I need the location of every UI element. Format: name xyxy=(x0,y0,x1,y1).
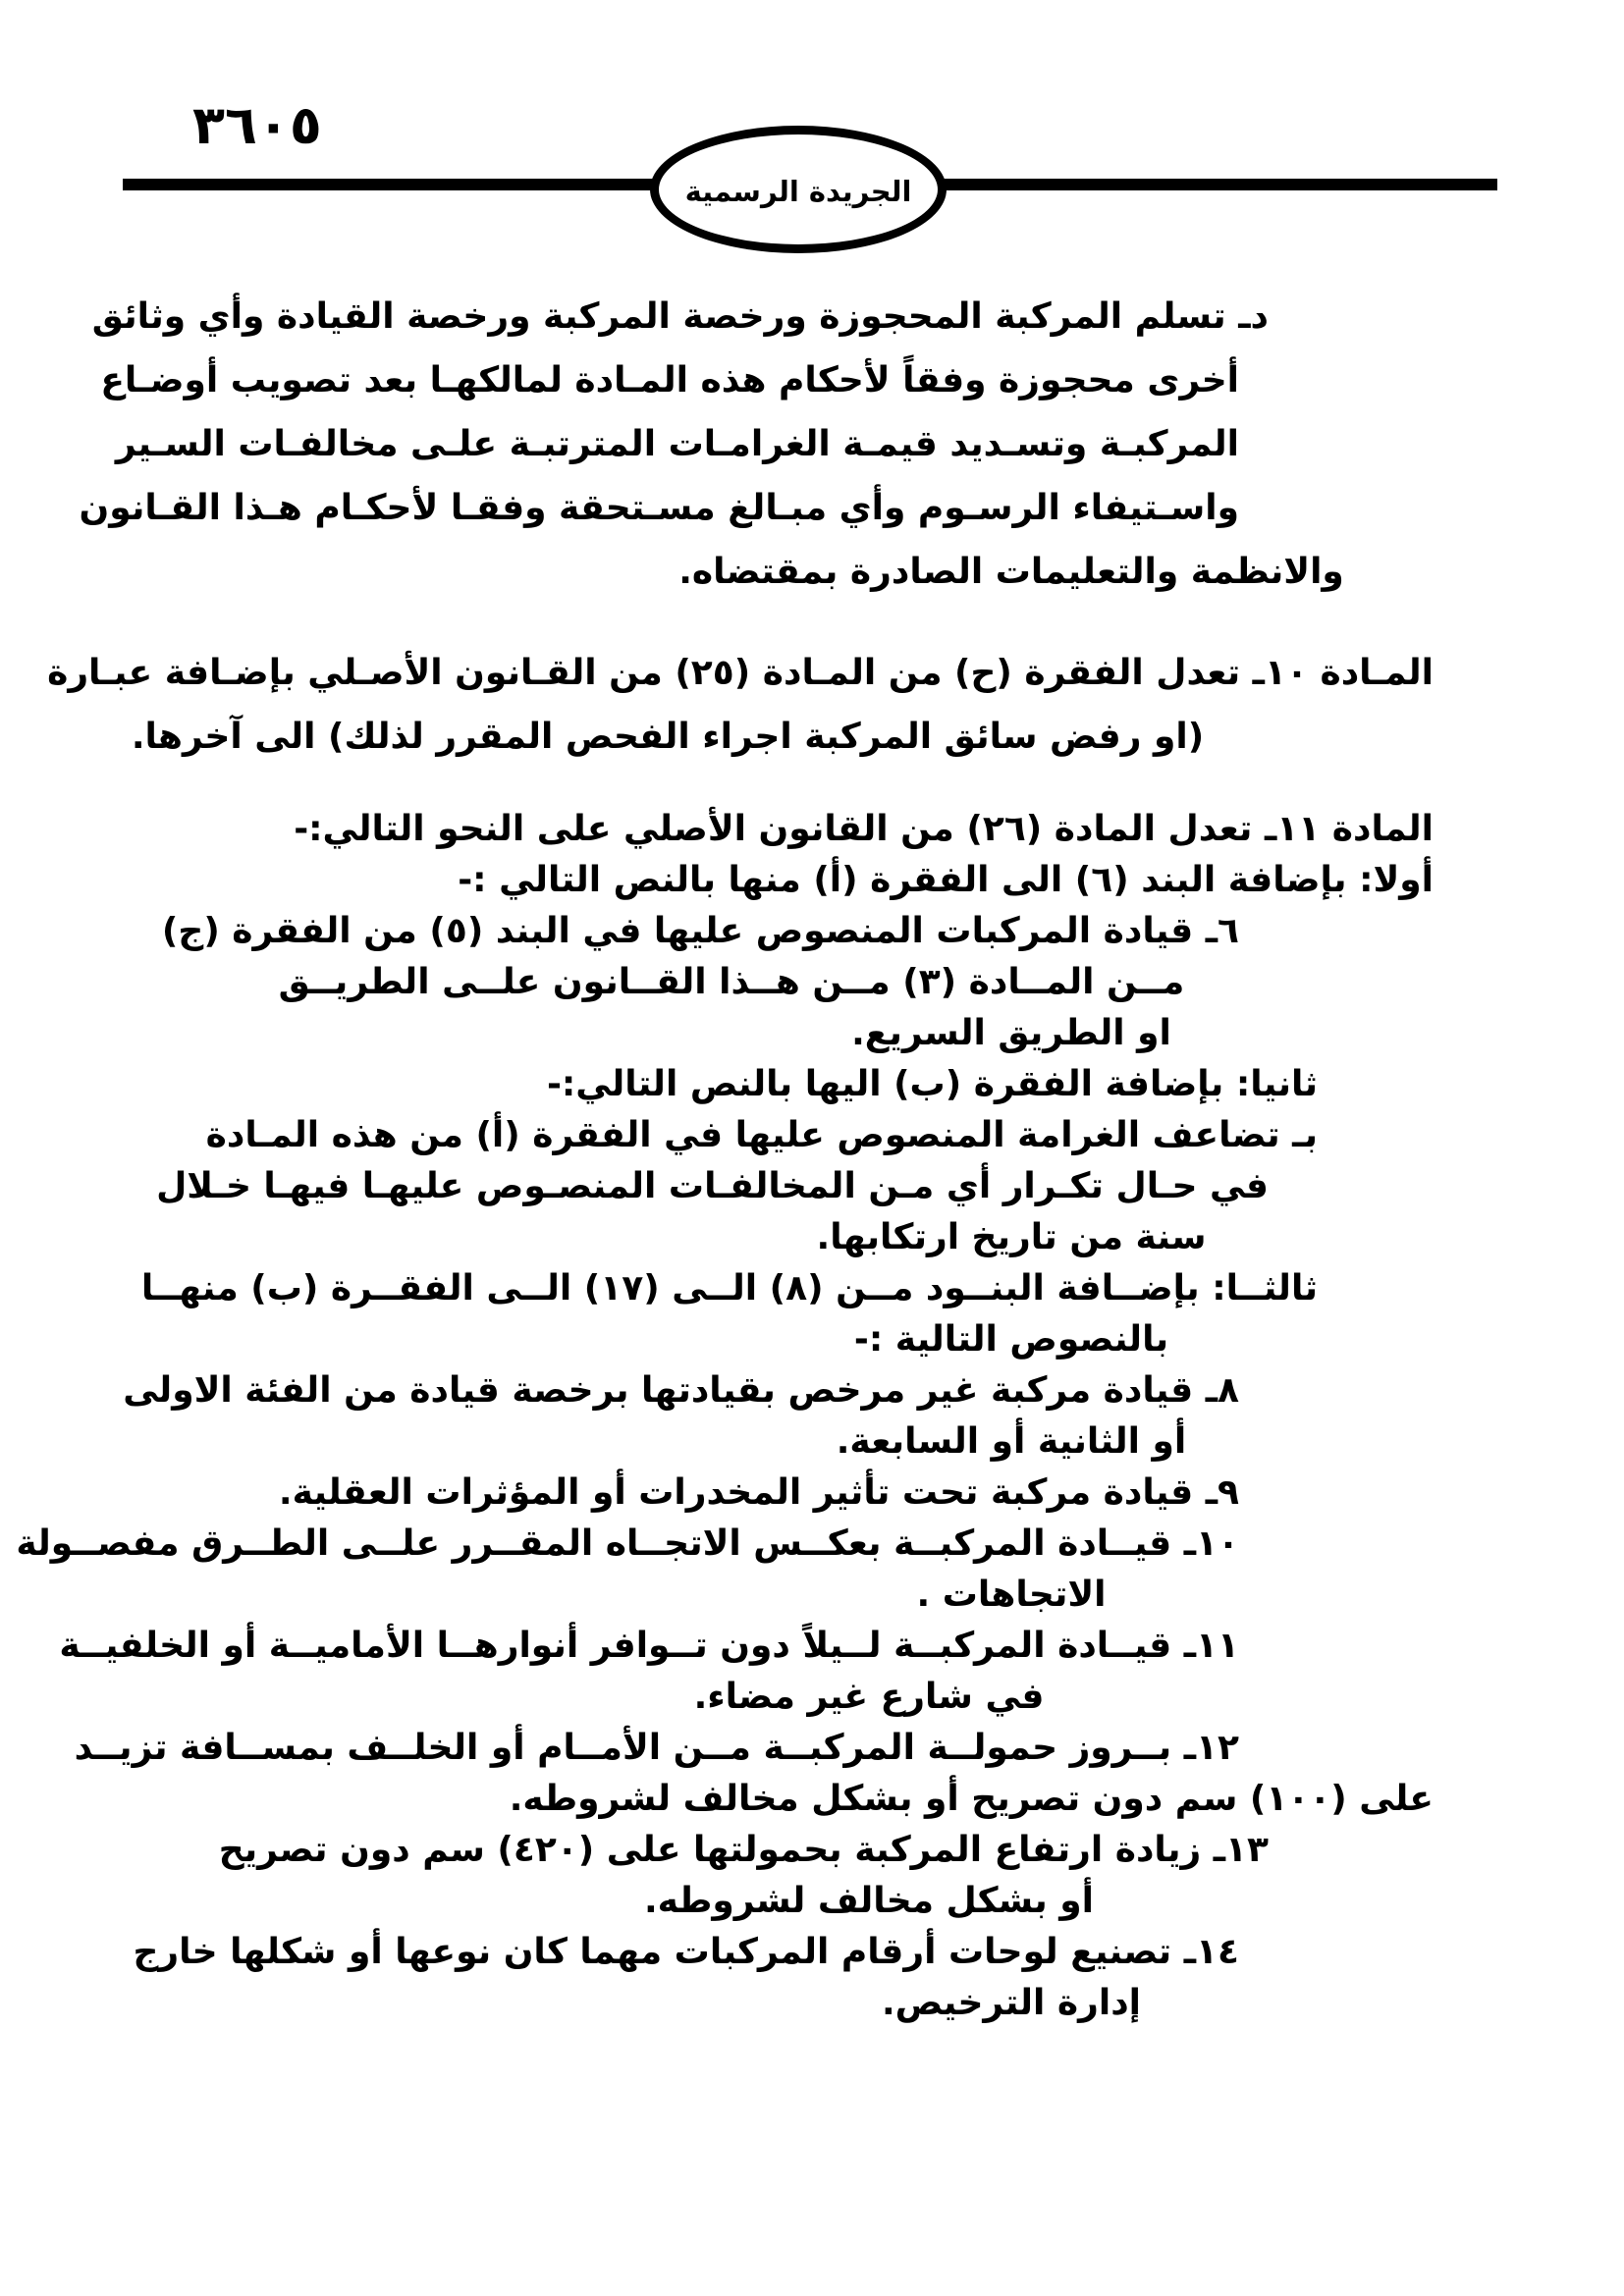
gazette-banner-title: الجريدة الرسمية xyxy=(684,175,912,208)
article-11-paragraph xyxy=(16,804,1434,2029)
text-line: الاتجاهات . xyxy=(916,1575,1107,1615)
text-line: ٩ـ قيادة مركبة تحت تأثير المخدرات أو المؤثرات العقلية. xyxy=(278,1472,1239,1513)
text-line: والانظمة والتعليمات الصادرة بمقتضاه. xyxy=(678,552,1344,592)
clause-d-paragraph xyxy=(79,285,1434,604)
text-line: المادة ١١ـ تعدل المادة (٢٦) من القانون الأصلي على النحو التالي:- xyxy=(294,809,1434,849)
text-line: سنة من تاريخ ارتكابها. xyxy=(816,1217,1207,1257)
text-line: (او رفض سائق المركبة اجراء الفحص المقرر لذلك) الى آخرها. xyxy=(131,717,1205,757)
text-line: بـ تضاعف الغرامة المنصوص عليها في الفقرة (أ) من هذه المـادة xyxy=(205,1115,1318,1155)
text-line: واسـتيفاء الرسـوم وأي مبـالغ مسـتحقة وفقـا لأحكـام هـذا القـانون xyxy=(79,488,1239,528)
text-line: إدارة الترخيص. xyxy=(881,1983,1142,2023)
text-line: دـ تسلم المركبة المحجوزة ورخصة المركبة ورخصة القيادة وأي وثائق xyxy=(91,296,1269,337)
text-line: المـادة ١٠ـ تعدل الفقرة (ح) من المـادة (٢٥) من القـانون الأصـلي بإضـافة عبـارة xyxy=(47,653,1434,693)
text-line: او الطريق السريع. xyxy=(851,1013,1171,1053)
text-line: ١٠ـ قيــادة المركبــة بعكــس الاتجــاه المقــرر علــى الطــرق مفصــولة xyxy=(16,1523,1239,1564)
text-line: أولا: بإضافة البند (٦) الى الفقرة (أ) منها بالنص التالي :- xyxy=(458,860,1434,900)
page-number: ٣٦٠٥ xyxy=(192,94,322,156)
text-line: ١٤ـ تصنيع لوحات أرقام المركبات مهما كان نوعها أو شكلها خارج xyxy=(133,1932,1239,1972)
text-line: بالنصوص التالية :- xyxy=(853,1319,1169,1360)
text-line: مــن المــادة (٣) مــن هــذا القــانون علــى الطريــق xyxy=(278,962,1185,1002)
text-line: ١١ـ قيــادة المركبــة لــيلاً دون تــوافر أنوارهــا الأماميــة أو الخلفيــة xyxy=(59,1626,1239,1666)
gazette-banner-ellipse xyxy=(650,126,947,253)
text-line: في حـال تكـرار أي مـن المخالفـات المنصـوص عليهـا فيهـا خـلال xyxy=(156,1166,1269,1206)
text-line: ٦ـ قيادة المركبات المنصوص عليها في البند (٥) من الفقرة (ج) xyxy=(161,911,1239,951)
text-line: أخرى محجوزة وفقاً لأحكام هذه المـادة لمالكهـا بعد تصويب أوضـاع xyxy=(100,360,1239,400)
text-line: ١٣ـ زيادة ارتفاع المركبة بحمولتها على (٤٢٠) سم دون تصريح xyxy=(218,1830,1269,1870)
text-line: في شارع غير مضاء. xyxy=(693,1677,1045,1717)
article-10-paragraph xyxy=(47,641,1434,769)
text-line: المركبـة وتسـديد قيمـة الغرامـات المترتبـة علـى مخالفـات السـير xyxy=(115,424,1239,464)
text-line: ثانيا: بإضافة الفقرة (ب) اليها بالنص التالي:- xyxy=(546,1064,1318,1104)
text-line: ٨ـ قيادة مركبة غير مرخص بقيادتها برخصة قيادة من الفئة الاولى xyxy=(123,1370,1239,1411)
text-line: أو بشكل مخالف لشروطه. xyxy=(643,1881,1094,1921)
text-line: ١٢ـ بــروز حمولــة المركبــة مــن الأمــام أو الخلــف بمســافة تزيــد xyxy=(74,1728,1239,1768)
text-line: ثالثــا: بإضــافة البنــود مــن (٨) الــى (١٧) الــى الفقــرة (ب) منهــا xyxy=(140,1268,1318,1308)
text-line: على (١٠٠) سم دون تصريح أو بشكل مخالف لشروطه. xyxy=(509,1779,1434,1819)
text-line: أو الثانية أو السابعة. xyxy=(836,1421,1187,1462)
document-body xyxy=(16,285,1434,2029)
